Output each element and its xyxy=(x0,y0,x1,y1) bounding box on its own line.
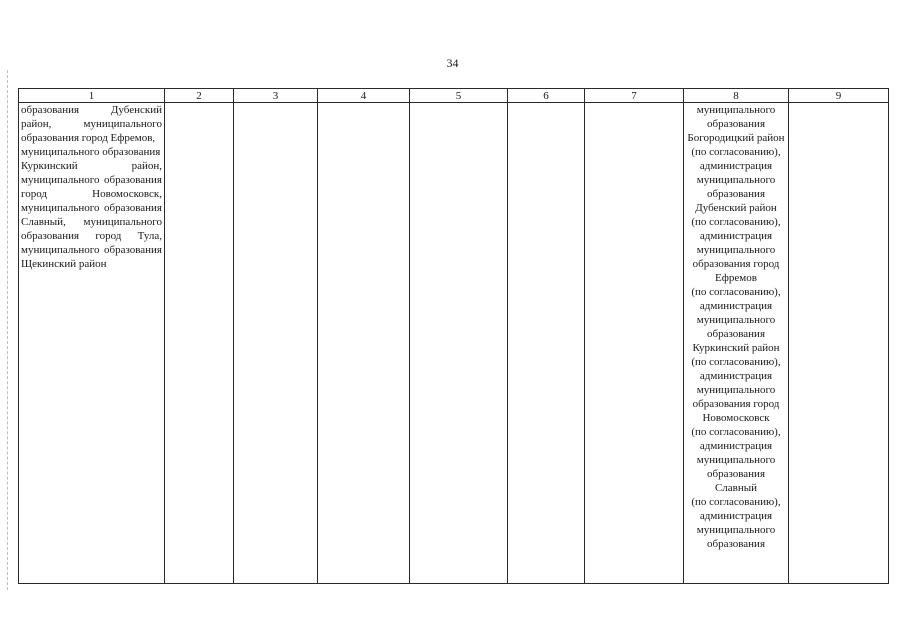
column-header-7: 7 xyxy=(585,89,684,103)
table-row xyxy=(19,103,889,584)
column-header-1: 1 xyxy=(19,89,165,103)
page-number: 34 xyxy=(446,56,459,70)
cell-municipalities: образования Дубенский район, муниципального образования город Ефремов, муниципального образования Куркинский район, муниципального образования город Новомосковск, муниципального образования Славный, муниципального образования город Тула, муниципального образования Щекинский район xyxy=(19,103,165,584)
column-header-8: 8 xyxy=(684,89,789,103)
cell-col5 xyxy=(410,103,508,584)
column-header-5: 5 xyxy=(410,89,508,103)
cell-col3 xyxy=(234,103,318,584)
cell-col4 xyxy=(318,103,410,584)
cell-col2 xyxy=(165,103,234,584)
cell-col6 xyxy=(508,103,585,584)
document-table xyxy=(18,88,889,584)
cell-col9 xyxy=(789,103,889,584)
cell-responsible-executors: муниципального образования Богородицкий район (по согласованию), администрация муниципального образования Дубенский район (по согласованию), администрация муниципального образования город Ефремов (по согласованию), администрация муниципального образования Куркинский район (по согласованию), администрация муниципального образования город Новомосковск (по согласованию), администрация муниципального образования Славный (по согласованию), администрация муниципального образования xyxy=(684,103,789,584)
column-header-2: 2 xyxy=(165,89,234,103)
column-header-6: 6 xyxy=(508,89,585,103)
column-header-4: 4 xyxy=(318,89,410,103)
table-header-row xyxy=(19,89,889,103)
margin-dashed-line xyxy=(7,70,8,590)
column-header-9: 9 xyxy=(789,89,889,103)
column-header-3: 3 xyxy=(234,89,318,103)
cell-col7 xyxy=(585,103,684,584)
